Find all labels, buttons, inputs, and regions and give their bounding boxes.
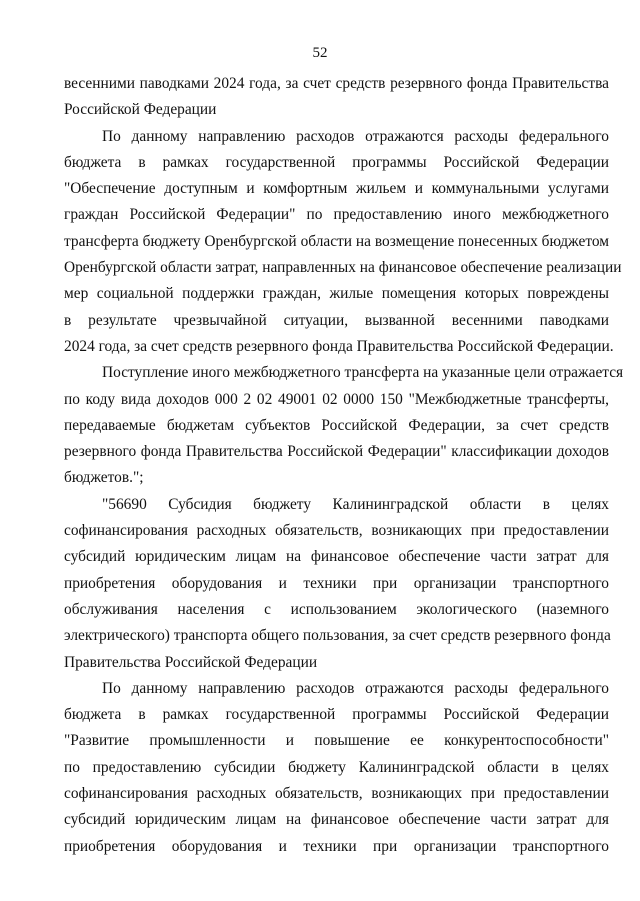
text-line: Российской Федерации [64,101,217,119]
text-line: резервного фонда Правительства Российской Федерации" классификации доходов [64,443,609,461]
text-line: приобретения оборудования и техники при организации транспортного [64,837,609,855]
text-line: электрического) транспорта общего пользования, за счет средств резервного фонда [64,627,611,645]
text-line: мер социальной поддержки граждан, жилые помещения которых повреждены [64,285,609,303]
document-body [64,71,624,860]
paragraph-first-line: Поступление иного межбюджетного трансферта на указанные цели отражается [102,364,624,382]
paragraph-first-line: "56690 Субсидия бюджету Калининградской области в целях [102,495,609,513]
text-line: бюджета в рамках государственной программы Российской Федерации [64,706,609,724]
page-number: 52 [312,45,328,61]
text-line: софинансирования расходных обязательств, возникающих при предоставлении [64,522,609,540]
text-line: по предоставлению субсидии бюджету Калининградской области в целях [64,758,609,776]
text-line: софинансирования расходных обязательств, возникающих при предоставлении [64,785,609,803]
text-line: весенними паводками 2024 года, за счет средств резервного фонда Правительства [64,75,609,92]
text-line: трансферта бюджету Оренбургской области на возмещение понесенных бюджетом [64,232,609,250]
text-line: передаваемые бюджетам субъектов Российской Федерации, за счет средств [64,416,609,434]
text-line: граждан Российской Федерации" по предоставлению иного межбюджетного [64,206,609,224]
text-line: субсидий юридическим лицам на финансовое обеспечение части затрат для [64,548,609,566]
paragraph-first-line: По данному направлению расходов отражаются расходы федерального [102,127,609,145]
text-line: 2024 года, за счет средств резервного фонда Правительства Российской Федерации. [64,337,614,355]
text-line: бюджетов."; [64,469,144,487]
text-line: Правительства Российской Федерации [64,653,318,671]
text-line: приобретения оборудования и техники при организации транспортного [64,574,609,592]
text-line: бюджета в рамках государственной программы Российской Федерации [64,153,609,171]
text-line: "Развитие промышленности и повышение ее конкурентоспособности" [64,732,609,750]
paragraph-first-line: По данному направлению расходов отражаются расходы федерального [102,679,609,697]
text-line: "Обеспечение доступным и комфортным жильем и коммунальными услугами [64,180,609,198]
text-line: в результате чрезвычайной ситуации, вызванной весенними паводками [64,311,609,329]
text-line: Оренбургской области затрат, направленных на финансовое обеспечение реализации [64,259,622,277]
text-line: по коду вида доходов 000 2 02 49001 02 0000 150 "Межбюджетные трансферты, [64,390,609,408]
text-line: субсидий юридическим лицам на финансовое обеспечение части затрат для [64,811,609,829]
text-line: обслуживания населения с использованием экологического (наземного [64,600,609,618]
